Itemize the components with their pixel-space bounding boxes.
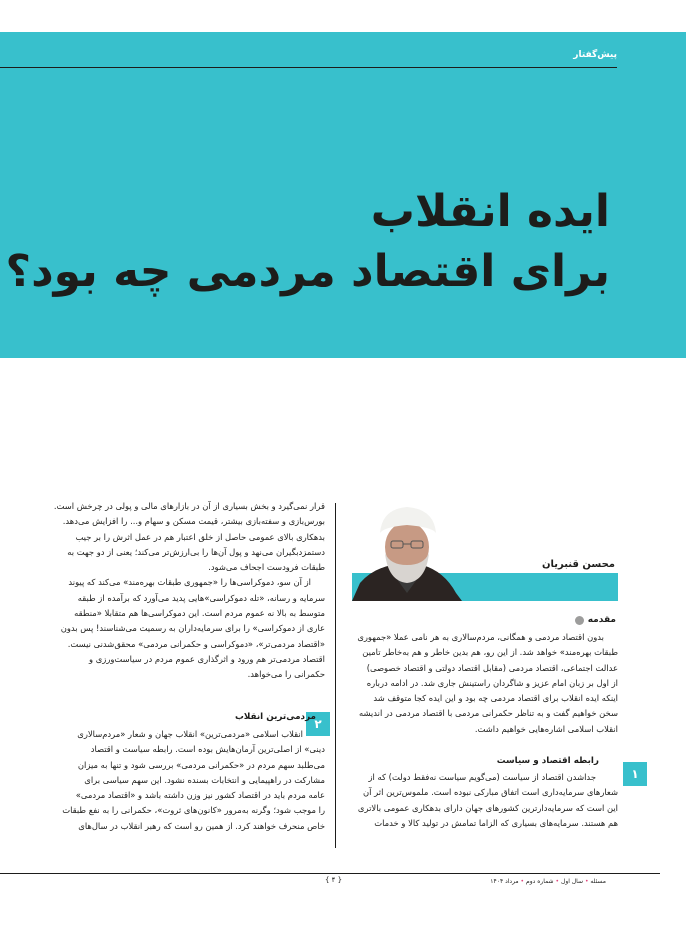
left-line: عاری از دموکراسی» را برای سرمایه‌داران به رسمیت می‌شناسند! پس بدون [60, 623, 325, 634]
left-line: از آن سو، دموکراسی‌ها را «جمهوری طبقات بهره‌مند» می‌کند که پیوند [68, 577, 311, 588]
section-2-title: مردمی‌ترین انقلاب [234, 712, 316, 722]
left-line: دستمزدبگیران می‌نهد و پول آن‌ها را بی‌ارزش‌تر می‌کند؛ یعنی از دو جهت به [67, 546, 325, 557]
intro-line: عدالت اجتماعی، اقتصاد مردمی (مقابل اقتصاد دولتی و اقتصاد خصوصی) [366, 662, 618, 673]
left-line: بدهکاری بالای عمومی حاصل از خلق اعتبار هم در عمل اثرش را بر جیب [75, 531, 325, 542]
left-line: قرار نمی‌گیرد و بخش بسیاری از آن در بازارهای مالی و پولی در چرخش است. [53, 501, 325, 511]
section-2-line: را موجب شود؛ وگرنه به‌مرور «کانون‌های ثروت»، حکمرانی را به نفع طبقات [62, 805, 325, 816]
section-2-line: دینی» از اصلی‌ترین آرمان‌هایش بوده است. رابطه سیاست و اقتصاد [90, 744, 325, 755]
intro-line: بدون اقتصاد مردمی و همگانی، مردم‌سالاری به هر نامی عملا «جمهوری [357, 632, 604, 642]
intro-heading-text: مقدمه [587, 615, 616, 625]
intro-line: انقلاب اسلامی اشاره‌هایی خواهیم داشت. [474, 723, 618, 734]
left-line: «اقتصاد مردمی‌تر»، «دموکراسی و حکمرانی مردمی» محقق‌شدنی نیست. [67, 638, 325, 649]
intro-line: طبقات بهره‌مند» خواهد شد. از این رو، هم بدین خاطر و هم به‌خاطر تامین [362, 647, 618, 658]
author-portrait [352, 503, 462, 601]
intro-heading [575, 615, 616, 625]
intro-line: از اول بر زبان امام عزیز و شاگردان راستینش جاری شد. در ادامه درباره [366, 677, 618, 688]
left-line: بورس‌بازی و سفته‌بازی بیشتر، قیمت مسکن و سهام و... را افزایش می‌دهد. [62, 516, 325, 527]
intro-line: سخن خواهیم گفت و به تناظر حکمرانی مردمی با اقتصاد مردمی در اندیشه [358, 708, 618, 719]
intro-line: اینکه ایده انقلاب برای اقتصاد مردمی چه بود و این ایده کجا متوقف شد [373, 693, 618, 704]
section-2-line: خاص منحرف خواهند کرد. از همین رو است که رهبر انقلاب در سال‌های [78, 820, 325, 831]
page-title [5, 182, 610, 302]
section-2-line: می‌طلبد سهم مردم در «حکمرانی مردمی» بررسی شود و تنها به میزان [77, 759, 325, 770]
title-line-2: برای اقتصاد مردمی چه بود؟ [5, 246, 610, 297]
column-divider [335, 503, 336, 848]
issue-info [490, 878, 606, 885]
left-line: حکمرانی را می‌خواهد. [247, 669, 325, 680]
section-2-paragraph [42, 727, 325, 834]
left-line: سرمایه و رسانه، «تله دموکراسی»هایی پدید می‌آورد که برآمده از طبقه [77, 592, 325, 603]
section-label: پیش‌گفتار [573, 50, 617, 60]
footer-rule [0, 873, 660, 874]
left-column-text [42, 499, 325, 683]
section-2-line: مشارکت در راهپیمایی و انتخابات بسنده نشود. این سهم سیاسی برای [84, 774, 325, 785]
separator: • [584, 878, 589, 885]
magazine-name: مسئله [590, 878, 606, 885]
section-1-paragraph [352, 770, 618, 831]
left-line: اقتصاد مردمی‌تر هم ورود و اثرگذاری عموم مردم در سیاست‌ورزی و [89, 653, 325, 664]
section-number-badge-1: ۱ [623, 762, 647, 786]
left-line: متوسط به بالا نه عموم مردم است. این دموکراسی‌ها هم متقابلا «منطقه [74, 608, 325, 619]
issue-date: مرداد ۱۴۰۴ [490, 878, 519, 885]
section-2-line: عامه مردم باید در اقتصاد کشور نیز وزن داشته باشد و «اقتصاد مردمی» [75, 790, 325, 801]
section-1-line: شعارهای سرمایه‌داری است اتفاق مبارکی نبوده است. ملموس‌ترین اثر آن [363, 787, 618, 798]
section-2-line: انقلاب اسلامی «مردمی‌ترین» انقلاب جهان و شعار «مردم‌سالاری [77, 729, 303, 739]
issue-year: سال اول [560, 878, 584, 885]
title-line-1: ایده انقلاب [370, 186, 610, 237]
intro-paragraph [352, 630, 618, 737]
portrait-illustration [352, 503, 462, 601]
separator: • [555, 878, 560, 885]
section-1-line: جداشدن اقتصاد از سیاست (می‌گویم سیاست نه‌فقط دولت) که از [368, 772, 596, 782]
page-number: { ۴ } [325, 876, 343, 884]
bullet-dot-icon [575, 616, 584, 625]
section-1-line: هم هستند. سرمایه‌های بسیاری که الزاما تمامش در تولید کالا و خدمات [374, 817, 618, 828]
left-line: طبقات فرودست اجحاف می‌شود. [208, 562, 325, 573]
section-1-title: رابطه اقتصاد و سیاست [496, 756, 599, 766]
issue-number: شماره دوم [526, 878, 554, 885]
author-name: محسن قنبریان [541, 559, 615, 570]
section-1-line: این است که سرمایه‌دارترین کشورهای جهان دارای بدهکاری عمومی بالاتری [357, 802, 618, 813]
section-rule [0, 67, 617, 68]
separator: • [520, 878, 525, 885]
section-number-badge-2: ۲ [306, 712, 330, 736]
